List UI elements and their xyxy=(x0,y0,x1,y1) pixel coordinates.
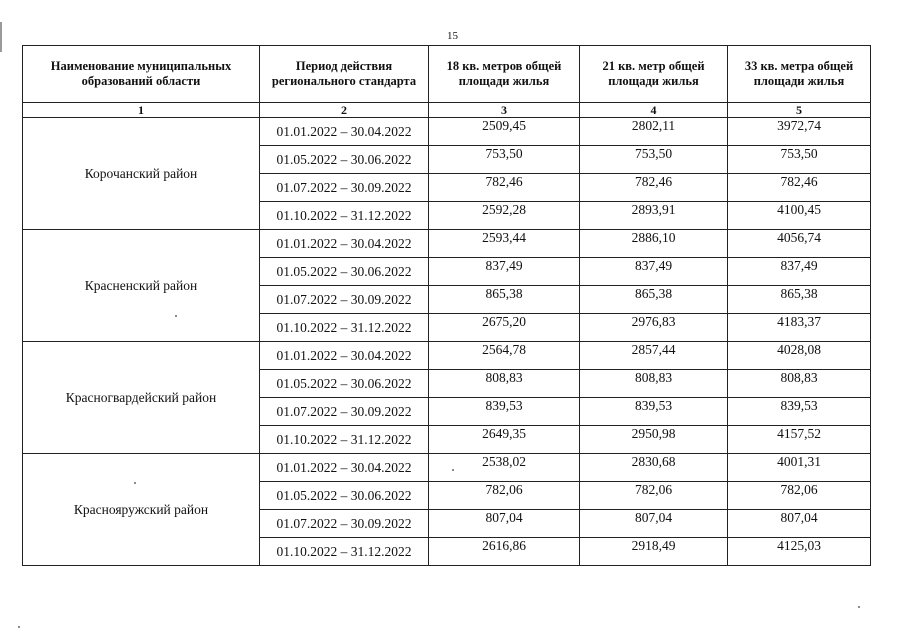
scan-speck xyxy=(18,626,20,628)
table-row xyxy=(23,230,871,258)
value-33-sqm: 807,04 xyxy=(728,510,871,538)
table-row xyxy=(23,342,871,370)
value-18-sqm: 2509,45 xyxy=(429,118,580,146)
value-33-sqm: 782,06 xyxy=(728,482,871,510)
period-cell: 01.07.2022 – 30.09.2022 xyxy=(260,398,429,426)
value-21-sqm: 865,38 xyxy=(580,286,728,314)
value-33-sqm: 4056,74 xyxy=(728,230,871,258)
value-18-sqm: 2616,86 xyxy=(429,538,580,566)
district-name: Красненский район xyxy=(23,230,260,342)
district-name: Корочанский район xyxy=(23,118,260,230)
value-18-sqm: 782,06 xyxy=(429,482,580,510)
value-18-sqm: 839,53 xyxy=(429,398,580,426)
value-33-sqm: 837,49 xyxy=(728,258,871,286)
value-18-sqm: 808,83 xyxy=(429,370,580,398)
value-18-sqm: 2675,20 xyxy=(429,314,580,342)
header-33-sqm: 33 кв. метра общей площади жилья xyxy=(728,46,871,103)
value-33-sqm: 4001,31 xyxy=(728,454,871,482)
value-33-sqm: 839,53 xyxy=(728,398,871,426)
scan-speck xyxy=(134,482,136,484)
value-18-sqm: 2593,44 xyxy=(429,230,580,258)
period-cell: 01.07.2022 – 30.09.2022 xyxy=(260,174,429,202)
table-row xyxy=(23,454,871,482)
period-cell: 01.01.2022 – 30.04.2022 xyxy=(260,342,429,370)
value-18-sqm: 2538,02 xyxy=(429,454,580,482)
value-18-sqm: 2649,35 xyxy=(429,426,580,454)
value-18-sqm: 782,46 xyxy=(429,174,580,202)
value-18-sqm: 837,49 xyxy=(429,258,580,286)
value-33-sqm: 753,50 xyxy=(728,146,871,174)
header-21-sqm: 21 кв. метр общей площади жилья xyxy=(580,46,728,103)
value-21-sqm: 782,06 xyxy=(580,482,728,510)
value-21-sqm: 807,04 xyxy=(580,510,728,538)
period-cell: 01.05.2022 – 30.06.2022 xyxy=(260,258,429,286)
table-body xyxy=(23,118,871,566)
period-cell: 01.01.2022 – 30.04.2022 xyxy=(260,118,429,146)
scan-speck xyxy=(858,606,860,608)
period-cell: 01.07.2022 – 30.09.2022 xyxy=(260,286,429,314)
value-18-sqm: 753,50 xyxy=(429,146,580,174)
value-33-sqm: 4183,37 xyxy=(728,314,871,342)
value-18-sqm: 807,04 xyxy=(429,510,580,538)
header-period: Период действия регионального стандарта xyxy=(260,46,429,103)
value-21-sqm: 2830,68 xyxy=(580,454,728,482)
table-row xyxy=(23,118,871,146)
period-cell: 01.07.2022 – 30.09.2022 xyxy=(260,510,429,538)
period-cell: 01.10.2022 – 31.12.2022 xyxy=(260,202,429,230)
period-cell: 01.10.2022 – 31.12.2022 xyxy=(260,426,429,454)
value-33-sqm: 4157,52 xyxy=(728,426,871,454)
scan-speck xyxy=(452,469,454,471)
period-cell: 01.10.2022 – 31.12.2022 xyxy=(260,314,429,342)
district-name: Краснояружский район xyxy=(23,454,260,566)
value-33-sqm: 4100,45 xyxy=(728,202,871,230)
column-number: 3 xyxy=(429,103,580,118)
column-number-row xyxy=(23,103,871,118)
column-number: 5 xyxy=(728,103,871,118)
period-cell: 01.10.2022 – 31.12.2022 xyxy=(260,538,429,566)
value-33-sqm: 3972,74 xyxy=(728,118,871,146)
value-33-sqm: 4125,03 xyxy=(728,538,871,566)
value-33-sqm: 782,46 xyxy=(728,174,871,202)
housing-standard-table xyxy=(22,45,871,566)
scan-speck xyxy=(175,315,177,317)
period-cell: 01.01.2022 – 30.04.2022 xyxy=(260,454,429,482)
value-21-sqm: 2950,98 xyxy=(580,426,728,454)
value-18-sqm: 2564,78 xyxy=(429,342,580,370)
value-21-sqm: 839,53 xyxy=(580,398,728,426)
value-33-sqm: 4028,08 xyxy=(728,342,871,370)
page-number: 15 xyxy=(447,30,458,42)
column-number: 4 xyxy=(580,103,728,118)
value-21-sqm: 2802,11 xyxy=(580,118,728,146)
period-cell: 01.01.2022 – 30.04.2022 xyxy=(260,230,429,258)
column-number: 1 xyxy=(23,103,260,118)
header-municipality: Наименование муниципальных образований области xyxy=(23,46,260,103)
value-21-sqm: 808,83 xyxy=(580,370,728,398)
period-cell: 01.05.2022 – 30.06.2022 xyxy=(260,482,429,510)
column-number: 2 xyxy=(260,103,429,118)
value-33-sqm: 865,38 xyxy=(728,286,871,314)
header-18-sqm: 18 кв. метров общей площади жилья xyxy=(429,46,580,103)
value-21-sqm: 2976,83 xyxy=(580,314,728,342)
value-18-sqm: 2592,28 xyxy=(429,202,580,230)
value-21-sqm: 2893,91 xyxy=(580,202,728,230)
value-21-sqm: 782,46 xyxy=(580,174,728,202)
value-21-sqm: 2857,44 xyxy=(580,342,728,370)
value-21-sqm: 2886,10 xyxy=(580,230,728,258)
value-21-sqm: 837,49 xyxy=(580,258,728,286)
value-21-sqm: 2918,49 xyxy=(580,538,728,566)
table-header-row xyxy=(23,46,871,103)
value-33-sqm: 808,83 xyxy=(728,370,871,398)
value-21-sqm: 753,50 xyxy=(580,146,728,174)
period-cell: 01.05.2022 – 30.06.2022 xyxy=(260,370,429,398)
period-cell: 01.05.2022 – 30.06.2022 xyxy=(260,146,429,174)
value-18-sqm: 865,38 xyxy=(429,286,580,314)
district-name: Красногвардейский район xyxy=(23,342,260,454)
